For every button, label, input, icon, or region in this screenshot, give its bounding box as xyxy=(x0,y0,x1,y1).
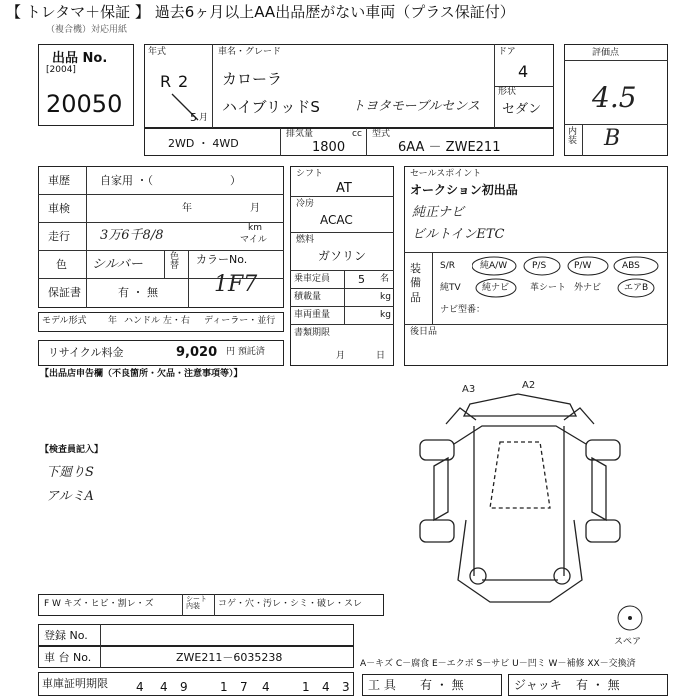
cert-d4: 1 xyxy=(220,680,228,694)
cert-d2: 4 xyxy=(160,680,168,694)
seat-values: コゲ・穴・汚レ・シミ・破レ・スレ xyxy=(218,599,363,609)
equip-leather: 革シート xyxy=(530,283,567,293)
tools-value: 有 ・ 無 xyxy=(420,678,464,692)
navi-model-label: ナビ型番： xyxy=(440,305,486,315)
spare-label: スペア xyxy=(614,637,642,647)
cert-d6: 4 xyxy=(262,680,270,694)
mileage-value: 3万6千8/8 xyxy=(100,228,164,243)
cert-d7: 1 xyxy=(302,680,310,694)
jack-label: ジャッキ xyxy=(514,678,562,692)
history-value: 自家用 ・（ ） xyxy=(100,174,241,187)
banner: 【 トレタマ＋保証 】 過去6ヶ月以上AA出品歴がない車両（プラス保証付） xyxy=(6,3,515,21)
inspection-year: 年 xyxy=(182,203,192,214)
spare-tire-icon xyxy=(616,604,644,632)
year-month: 5 xyxy=(190,111,197,124)
displacement-label: 排気量 xyxy=(286,129,314,139)
aircon-label: 冷房 xyxy=(296,199,315,209)
load-unit: kg xyxy=(380,292,391,302)
capacity-value: 5 xyxy=(358,273,365,286)
name-label: 車名・グレード xyxy=(218,47,282,57)
color-code-label: カラーNo. xyxy=(196,253,248,266)
equip-ps: P/S xyxy=(532,261,547,271)
chassis-label: 車 台 No. xyxy=(44,651,92,664)
cert-d9: 3 xyxy=(342,680,350,694)
car-damage-diagram xyxy=(400,380,662,610)
year-era: R xyxy=(160,72,172,91)
equipment-circles xyxy=(472,254,668,300)
inspector-line2: アルミA xyxy=(46,489,94,504)
registration-label: 登録 No. xyxy=(44,629,88,642)
interior-label: 内装 xyxy=(568,127,578,146)
color-code-value: 1F7 xyxy=(214,272,258,297)
doc-deadline-label: 書類期限 xyxy=(294,328,331,338)
fw-row: F W キズ・ヒビ・割レ・ズ xyxy=(44,599,154,609)
model-type-year: 年 xyxy=(108,316,118,326)
sub-header: （複合機）対応用紙 xyxy=(46,25,128,35)
equip-pw: P/W xyxy=(574,261,592,271)
cert-d8: 4 xyxy=(322,680,330,694)
model-name: カローラ xyxy=(222,70,283,88)
drive-type: 2WD ・ 4WD xyxy=(168,137,239,150)
displacement-value: 1800 xyxy=(312,140,346,155)
displacement-unit: cc xyxy=(352,129,362,139)
capacity-unit: 名 xyxy=(380,274,390,284)
lot-label: 出品 No. xyxy=(52,51,108,66)
dealer-notes-label: 【出品店申告欄（不良箇所・欠品・注意事項等）】 xyxy=(40,369,243,379)
selling-points-line1: 純正ナビ xyxy=(412,205,465,220)
load-label: 積載量 xyxy=(294,292,322,302)
fuel-value: ガソリン xyxy=(318,249,367,263)
fuel-label: 燃料 xyxy=(296,235,315,245)
door-value: 4 xyxy=(518,62,529,81)
recycle-value: 9,020 xyxy=(176,345,218,360)
mileage-unit-mile: マイル xyxy=(240,235,267,245)
inspector-label: 【検査員記入】 xyxy=(40,445,104,455)
score-label: 評価点 xyxy=(592,48,620,58)
warranty-label: 保証書 xyxy=(48,286,81,299)
cert-d1: 4 xyxy=(136,680,144,694)
equip-ext-navi: 外ナビ xyxy=(574,283,602,293)
mileage-label: 走行 xyxy=(48,230,70,243)
lot-code: [2004] xyxy=(46,65,76,75)
inspection-month: 月 xyxy=(250,203,260,214)
year-value: 2 xyxy=(178,72,189,91)
cert-d5: 7 xyxy=(240,680,248,694)
equip-abs: ABS xyxy=(622,261,640,271)
equip-sr: S/R xyxy=(440,261,455,271)
color-value: シルバー xyxy=(92,257,143,272)
color-change-label: 色替 xyxy=(170,252,180,271)
model-type-handle: ハンドル 左・右 xyxy=(124,316,190,326)
color-label: 色 xyxy=(56,258,67,271)
shift-label: シフト xyxy=(296,169,324,179)
model-code-label: 型式 xyxy=(372,129,391,139)
mileage-unit-km: km xyxy=(248,223,262,233)
damage-legend: A－キズ C－腐食 E－エクボ S－サビ U－凹ミ W－補修 XX－交換済 xyxy=(360,659,636,669)
diagram-mark-a3: A3 xyxy=(462,384,476,395)
diagram-mark-a2: A2 xyxy=(522,380,536,391)
body-type-label: 形状 xyxy=(498,87,517,97)
aircon-value: ACAC xyxy=(320,213,353,227)
equip-airbag: エアB xyxy=(624,283,649,293)
grade-name: ハイブリッドS xyxy=(222,98,320,116)
chassis-value: ZWE211－6035238 xyxy=(176,651,283,664)
cert-d3: 9 xyxy=(180,680,188,694)
capacity-label: 乗車定員 xyxy=(294,274,331,284)
selling-points-label: セールスポイント xyxy=(410,169,482,179)
equipment-label: 装備品 xyxy=(410,262,421,304)
model-code-value: 6AA － ZWE211 xyxy=(398,140,501,155)
inspector-line1: 下廻りS xyxy=(46,465,94,480)
shift-value: AT xyxy=(336,181,352,196)
weight-unit: kg xyxy=(380,310,391,320)
history-label: 車歴 xyxy=(48,174,70,187)
model-type-dealer: ディーラー・並行 xyxy=(204,316,276,326)
equip-tv: 純TV xyxy=(440,283,461,293)
seat-row: シート内装 xyxy=(186,595,207,610)
weight-label: 車両重量 xyxy=(294,310,331,320)
door-label: ドア xyxy=(498,47,516,57)
year-month-unit: 月 xyxy=(199,113,209,123)
recycle-label: リサイクル料金 xyxy=(48,346,124,359)
dealer-handwritten: トヨタモーブルセンス xyxy=(352,99,480,114)
doc-deadline-month: 月 xyxy=(336,351,346,361)
body-type-value: セダン xyxy=(502,102,542,117)
lot-number: 20050 xyxy=(46,90,123,118)
tools-label: 工 具 xyxy=(368,678,396,692)
model-type-label: モデル形式 xyxy=(42,316,87,326)
equip-navi: 純ナビ xyxy=(482,283,510,293)
selling-points-line2: ビルトインETC xyxy=(412,227,505,242)
score-value: 4.5 xyxy=(592,81,637,114)
year-label: 年式 xyxy=(148,47,167,57)
equip-aw: 純A/W xyxy=(480,261,508,271)
inspection-label: 車検 xyxy=(48,202,70,215)
warranty-value: 有 ・ 無 xyxy=(118,286,158,299)
selling-points-title: オークション初出品 xyxy=(410,183,518,197)
recycle-unit: 円 預託済 xyxy=(226,347,265,357)
doc-deadline-day: 日 xyxy=(376,351,386,361)
interior-value: B xyxy=(604,126,621,151)
after-day-label: 後日品 xyxy=(410,327,438,337)
cert-label: 車庫証明期限 xyxy=(42,677,108,690)
jack-value: 有 ・ 無 xyxy=(576,678,620,692)
